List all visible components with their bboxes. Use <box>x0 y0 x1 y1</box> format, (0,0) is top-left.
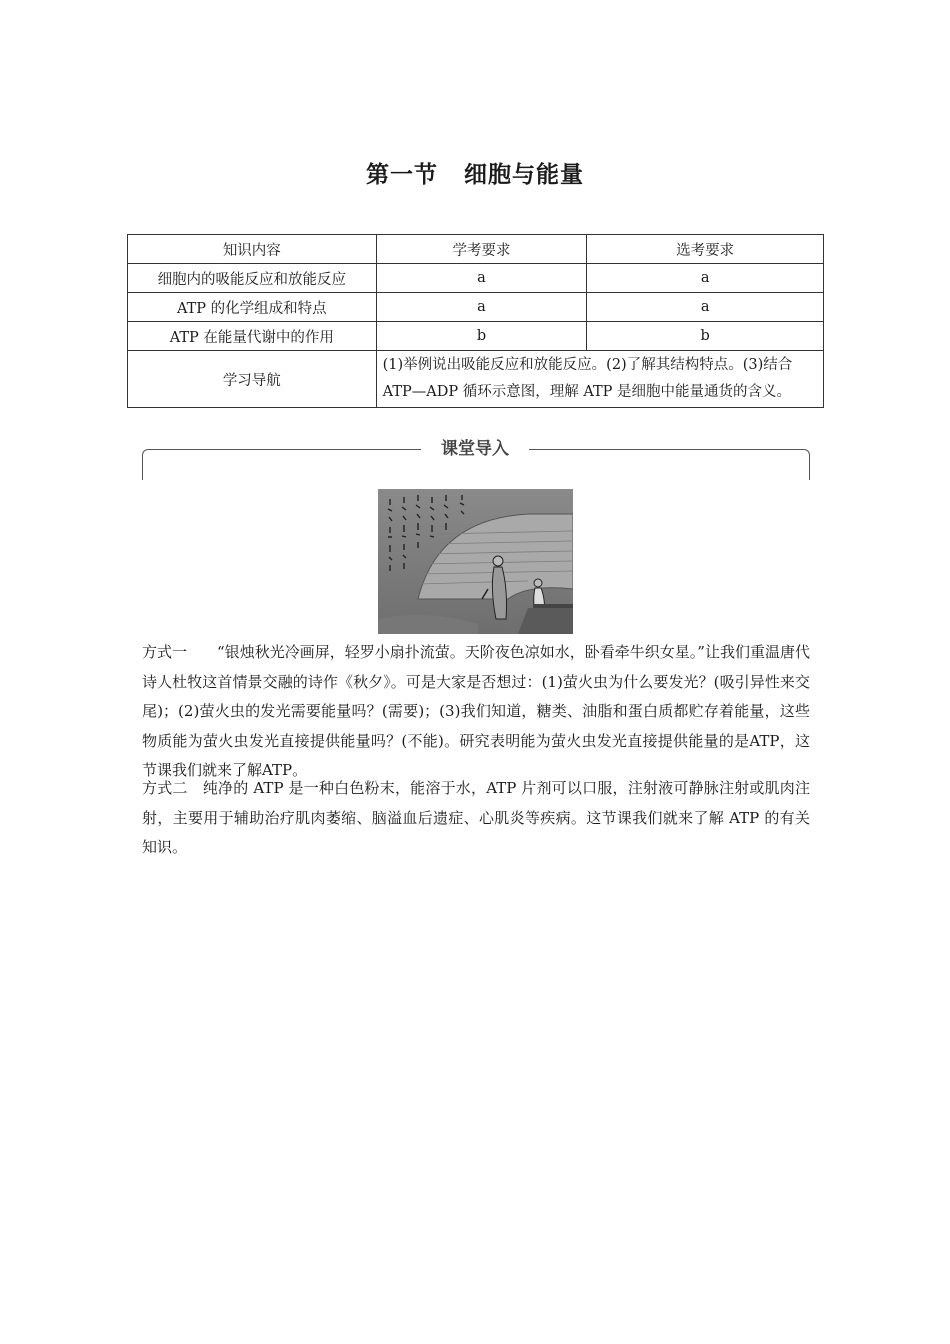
header-basic-req: 学考要求 <box>376 235 587 264</box>
intro-paragraph-1 <box>142 638 810 786</box>
page-title <box>0 156 950 189</box>
table-row <box>128 322 824 351</box>
section-title: 课堂导入 <box>421 436 529 462</box>
table-cell: ATP 的化学组成和特点 <box>128 293 377 322</box>
table-cell: b <box>376 322 587 351</box>
table-cell: a <box>376 293 587 322</box>
paragraph-text: 纯净的 ATP 是一种白色粉末，能溶于水，ATP 片剂可以口服，注射液可静脉注射或肌肉注射，主要用于辅助治疗肌肉萎缩、脑溢血后遗症、心肌炎等疾病。这节课我们就来了解 ATP 的有关知识。 <box>142 779 810 856</box>
table-cell: a <box>376 264 587 293</box>
guide-row <box>128 351 824 408</box>
method-label: 方式二 <box>142 779 188 797</box>
table-cell: a <box>587 264 824 293</box>
title-part1: 第一节 <box>366 162 438 188</box>
table-cell: ATP 在能量代谢中的作用 <box>128 322 377 351</box>
table-row <box>128 293 824 322</box>
table-row <box>128 264 824 293</box>
table-header-row <box>128 235 824 264</box>
intro-paragraph-2 <box>142 774 810 863</box>
guide-label: 学习导航 <box>128 351 377 408</box>
table-cell: 细胞内的吸能反应和放能反应 <box>128 264 377 293</box>
table-cell: b <box>587 322 824 351</box>
autumn-night-painting <box>378 489 573 634</box>
table-cell: a <box>587 293 824 322</box>
guide-text: (1)举例说出吸能反应和放能反应。(2)了解其结构特点。(3)结合 ATP—ADP 循环示意图，理解 ATP 是细胞中能量通货的含义。 <box>376 351 823 408</box>
paragraph-text: “银烛秋光冷画屏，轻罗小扇扑流萤。天阶夜色凉如水，卧看牵牛织女星。”让我们重温唐代诗人杜牧这首情景交融的诗作《秋夕》。可是大家是否想过：(1)萤火虫为什么要发光？(吸引异性来交尾)；(2)萤火虫的发光需要能量吗？(需要)；(3)我们知道，糖类、油脂和蛋白质都贮存着能量，这些物质能为萤火虫发光直接提供能量吗？(不能)。研究表明能为萤火虫发光直接提供能量的是ATP，这节课我们就来了解ATP。 <box>142 643 810 779</box>
title-part2: 细胞与能量 <box>464 162 584 188</box>
header-elective-req: 选考要求 <box>587 235 824 264</box>
header-knowledge: 知识内容 <box>128 235 377 264</box>
requirements-table <box>127 234 824 408</box>
method-label: 方式一 <box>142 643 188 661</box>
